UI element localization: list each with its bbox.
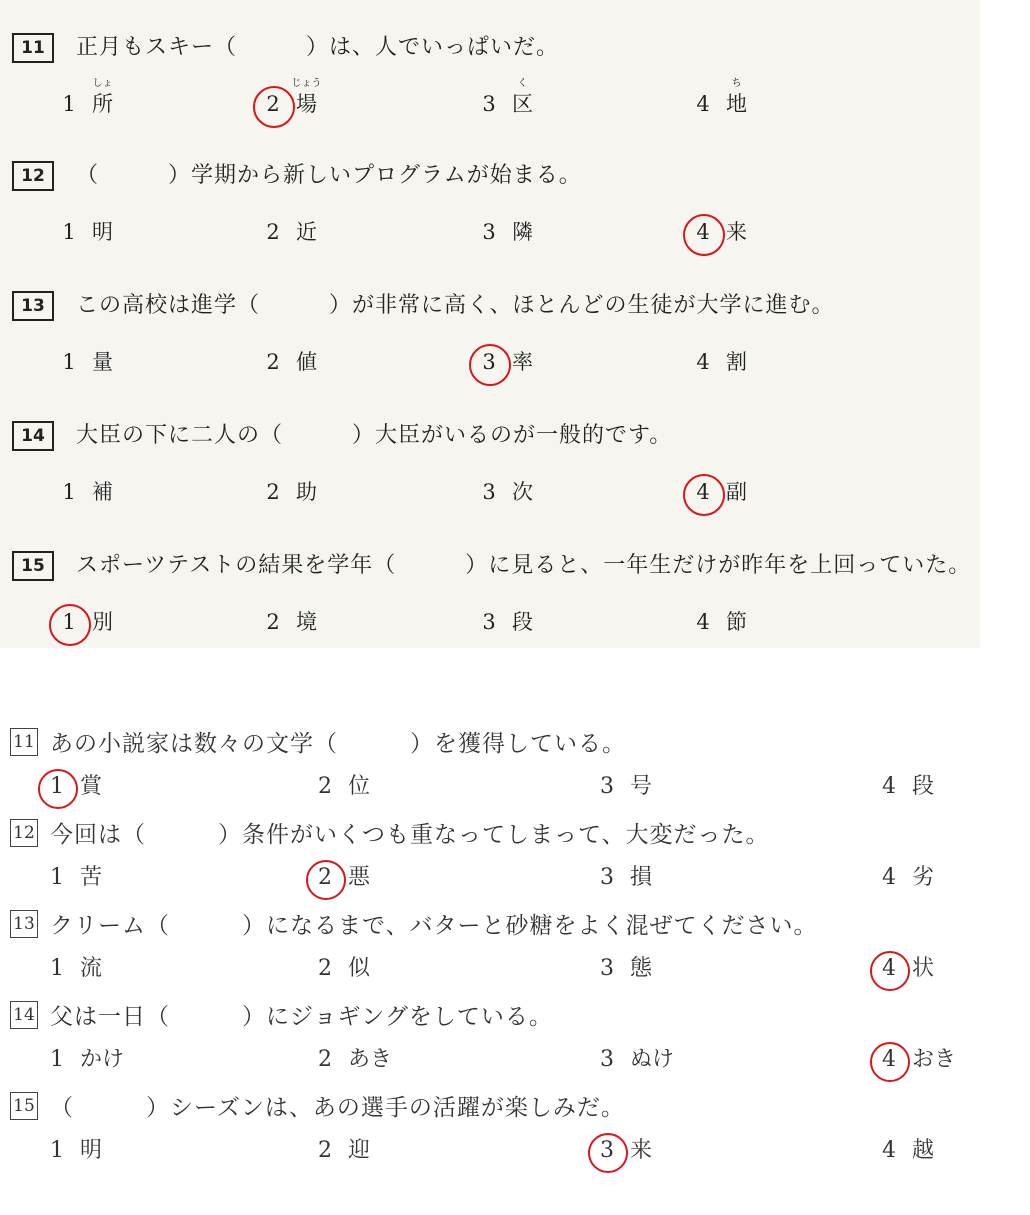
option-number: 4	[882, 865, 896, 890]
option-text: かけ	[80, 1047, 125, 1072]
option-text: 段	[912, 774, 935, 799]
question-number: 12	[12, 161, 54, 191]
option-text: 率	[512, 350, 533, 374]
answer-option-1[interactable]	[52, 78, 113, 118]
option-number: 4	[882, 1138, 896, 1163]
option-text: 場 じょう	[296, 88, 317, 118]
option-text: 節	[726, 610, 747, 634]
option-number: 2	[266, 220, 280, 244]
option-text: 流	[80, 956, 103, 981]
option-text: 損	[630, 865, 653, 890]
option-text: 苦	[80, 865, 103, 890]
answer-option-3[interactable]	[590, 860, 652, 891]
option-number: 2	[318, 956, 332, 981]
answer-option-1[interactable]	[40, 1042, 124, 1073]
option-text: 地 ち	[726, 88, 747, 118]
question-stem: 大臣の下に二人の（ ）大臣がいるのが一般的です。	[76, 423, 673, 448]
option-number: 1	[62, 220, 76, 244]
question-stem: 父は一日（ ）にジョギングをしている。	[50, 1004, 553, 1030]
circled-option-number: 3	[472, 350, 506, 374]
option-text: 区 く	[512, 88, 533, 118]
answer-option-3[interactable]	[590, 1042, 674, 1073]
option-number: 1	[62, 350, 76, 374]
question-number: 14	[12, 421, 54, 451]
answer-option-1[interactable]	[52, 606, 113, 636]
option-text: 号	[630, 774, 653, 799]
option-text: あき	[348, 1047, 393, 1072]
answer-option-1[interactable]	[52, 346, 113, 376]
answer-option-3[interactable]	[472, 78, 533, 118]
option-text: 明	[92, 220, 113, 244]
option-number: 2	[318, 1047, 332, 1072]
option-number: 3	[482, 220, 496, 244]
option-text: おき	[912, 1047, 957, 1072]
question-number: 14	[10, 1001, 38, 1029]
option-number: 3	[600, 774, 614, 799]
option-text: 悪	[348, 865, 371, 890]
answer-option-2[interactable]	[308, 1042, 392, 1073]
question-number: 15	[12, 551, 54, 581]
option-number: 2	[266, 610, 280, 634]
option-number: 3	[482, 610, 496, 634]
answer-option-2[interactable]	[308, 1133, 370, 1164]
answer-option-3[interactable]	[472, 606, 533, 636]
option-text: 助	[296, 480, 317, 504]
answer-option-4[interactable]	[872, 1133, 934, 1164]
answer-option-1[interactable]	[40, 951, 102, 982]
option-text: 次	[512, 480, 533, 504]
answer-option-1[interactable]	[52, 216, 113, 246]
option-number: 1	[50, 956, 64, 981]
circled-option-number: 4	[872, 1047, 906, 1072]
option-number: 4	[696, 610, 710, 634]
question-stem: あの小説家は数々の文学（ ）を獲得している。	[50, 731, 626, 757]
option-text: 割	[726, 350, 747, 374]
option-text: 近	[296, 220, 317, 244]
question-number: 15	[10, 1092, 38, 1120]
furigana: ち	[731, 78, 742, 89]
answer-option-1[interactable]	[40, 769, 102, 800]
answer-option-3[interactable]	[472, 346, 533, 376]
question-number: 13	[10, 910, 38, 938]
option-text: 境	[296, 610, 317, 634]
option-text: 補	[92, 480, 113, 504]
answer-option-4[interactable]	[686, 476, 747, 506]
answer-option-2[interactable]	[256, 606, 317, 636]
answer-option-4[interactable]	[872, 1042, 956, 1073]
option-number: 2	[266, 350, 280, 374]
answer-option-4[interactable]	[686, 78, 747, 118]
option-number: 3	[600, 865, 614, 890]
answer-option-4[interactable]	[872, 860, 934, 891]
option-number: 4	[882, 774, 896, 799]
option-number: 3	[482, 92, 496, 116]
answer-option-4[interactable]	[686, 216, 747, 246]
answer-option-4[interactable]	[686, 346, 747, 376]
answer-option-1[interactable]	[40, 860, 102, 891]
circled-option-number: 4	[872, 956, 906, 981]
circled-option-number: 1	[52, 610, 86, 634]
option-text: 値	[296, 350, 317, 374]
answer-option-2[interactable]	[256, 346, 317, 376]
question-stem: この高校は進学（ ）が非常に高く、ほとんどの生徒が大学に進む。	[76, 293, 835, 318]
circled-option-number: 3	[590, 1138, 624, 1163]
answer-option-2[interactable]	[308, 860, 370, 891]
answer-option-2[interactable]	[308, 951, 370, 982]
circled-option-number: 2	[308, 865, 342, 890]
answer-option-3[interactable]	[590, 951, 652, 982]
answer-option-2[interactable]	[308, 769, 370, 800]
option-text: 賞	[80, 774, 103, 799]
furigana: く	[517, 78, 528, 89]
answer-option-2[interactable]	[256, 476, 317, 506]
furigana: じょう	[291, 78, 322, 89]
answer-option-2[interactable]	[256, 216, 317, 246]
question-stem: スポーツテストの結果を学年（ ）に見ると、一年生だけが昨年を上回っていた。	[76, 553, 972, 578]
option-text: 越	[912, 1138, 935, 1163]
option-text: 所 しょ	[92, 88, 113, 118]
option-number: 2	[318, 774, 332, 799]
option-text: 迎	[348, 1138, 371, 1163]
question-number: 11	[10, 728, 38, 756]
option-text: 位	[348, 774, 371, 799]
question-stem: 正月もスキー（ ）は、人でいっぱいだ。	[76, 35, 560, 60]
answer-option-1[interactable]	[40, 1133, 102, 1164]
option-number: 1	[62, 480, 76, 504]
option-number: 1	[50, 1138, 64, 1163]
answer-option-4[interactable]	[872, 769, 934, 800]
option-number: 1	[50, 865, 64, 890]
answer-option-3[interactable]	[590, 769, 652, 800]
question-stem: 今回は（ ）条件がいくつも重なってしまって、大変だった。	[50, 822, 770, 848]
answer-option-2[interactable]	[256, 78, 322, 118]
question-number: 12	[10, 819, 38, 847]
furigana: しょ	[92, 78, 113, 89]
option-text: 劣	[912, 865, 935, 890]
question-number: 11	[12, 33, 54, 63]
question-stem: クリーム（ ）になるまで、バターと砂糖をよく混ぜてください。	[50, 913, 818, 939]
option-text: 段	[512, 610, 533, 634]
answer-option-3[interactable]	[590, 1133, 652, 1164]
option-number: 1	[50, 1047, 64, 1072]
option-number: 2	[266, 480, 280, 504]
answer-option-4[interactable]	[686, 606, 747, 636]
option-number: 1	[62, 92, 76, 116]
option-number: 4	[696, 92, 710, 116]
answer-option-3[interactable]	[472, 476, 533, 506]
option-text: 似	[348, 956, 371, 981]
circled-option-number: 4	[686, 480, 720, 504]
option-text: 量	[92, 350, 113, 374]
option-text: 隣	[512, 220, 533, 244]
option-text: 状	[912, 956, 935, 981]
option-text: 態	[630, 956, 653, 981]
answer-option-1[interactable]	[52, 476, 113, 506]
circled-option-number: 4	[686, 220, 720, 244]
question-stem: （ ）シーズンは、あの選手の活躍が楽しみだ。	[50, 1095, 625, 1121]
option-number: 3	[600, 956, 614, 981]
option-number: 3	[482, 480, 496, 504]
question-stem: （ ）学期から新しいプログラムが始まる。	[76, 163, 582, 188]
option-number: 2	[318, 1138, 332, 1163]
option-text: 来	[726, 220, 747, 244]
option-text: 副	[726, 480, 747, 504]
option-number: 4	[696, 350, 710, 374]
circled-option-number: 1	[40, 774, 74, 799]
answer-option-3[interactable]	[472, 216, 533, 246]
option-text: 来	[630, 1138, 653, 1163]
option-text: ぬけ	[630, 1047, 675, 1072]
answer-option-4[interactable]	[872, 951, 934, 982]
option-text: 別	[92, 610, 113, 634]
option-text: 明	[80, 1138, 103, 1163]
option-number: 3	[600, 1047, 614, 1072]
circled-option-number: 2	[256, 92, 290, 116]
question-number: 13	[12, 291, 54, 321]
